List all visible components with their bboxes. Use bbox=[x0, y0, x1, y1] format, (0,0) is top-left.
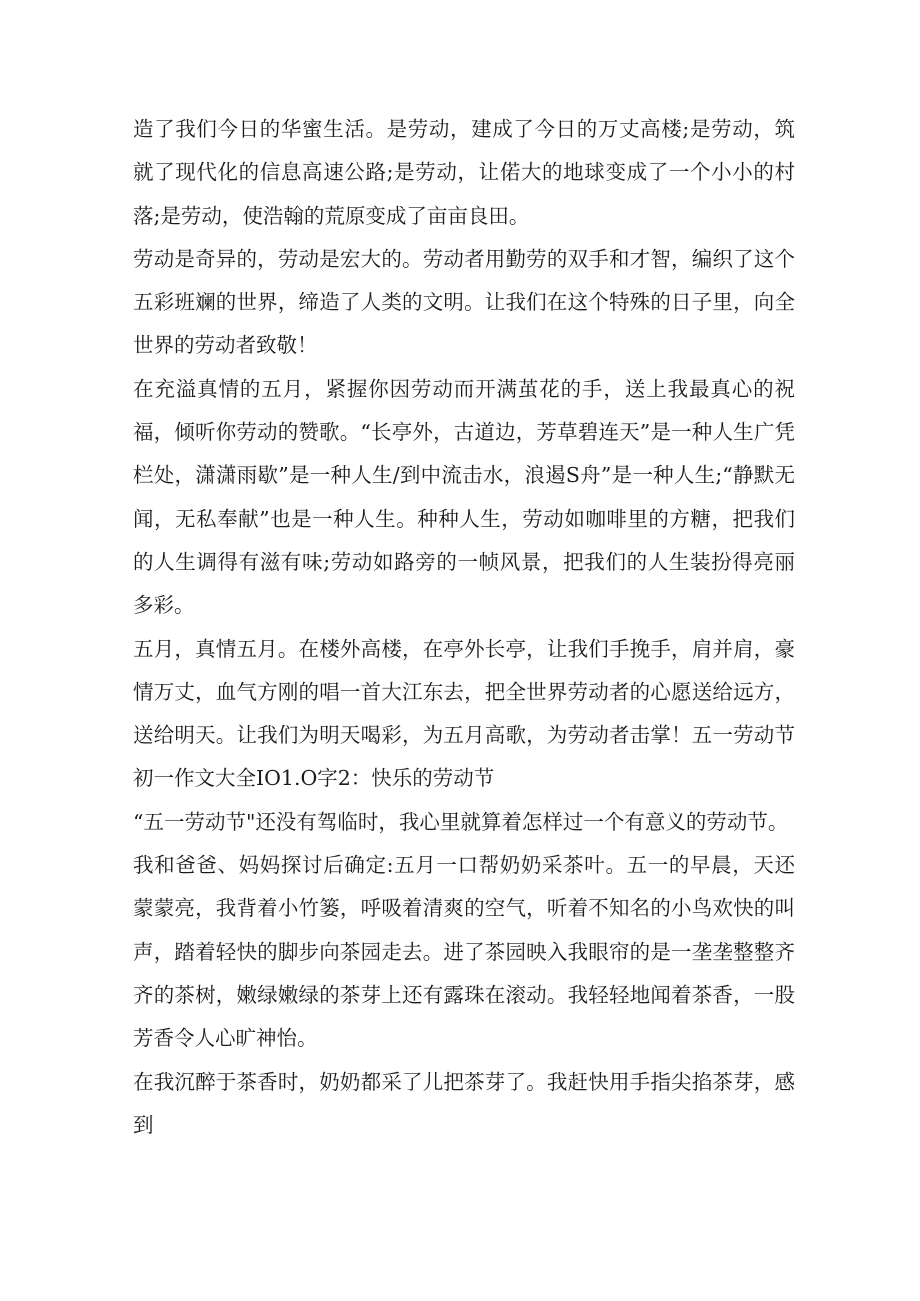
paragraph-6: 我和爸爸、妈妈探讨后确定:五月一口帮奶奶采茶叶。五一的早晨，天还蒙蒙亮，我背着小竹篓，呼吸着清爽的空气，听着不知名的小鸟欢快的叫声，踏着轻快的脚步向茶园走去。进了茶园映入我眼帘的是一垄垄整整齐齐的茶树，嫩绿嫩绿的茶芽上还有露珠在滚动。我轻轻地闻着茶香，一股芳香令人心旷神怡。 bbox=[133, 853, 795, 1051]
paragraph-5: “五一劳动节"还没有驾临时，我心里就算着怎样过一个有意义的劳动节。 bbox=[133, 809, 789, 834]
document-body bbox=[133, 108, 795, 1147]
paragraph-2: 劳动是奇异的，劳动是宏大的。劳动者用勤劳的双手和才智，编织了这个五彩班斓的世界，缔造了人类的文明。让我们在这个特殊的日子里，向全世界的劳动者致敬！ bbox=[133, 246, 795, 358]
paragraph-1: 造了我们今日的华蜜生活。是劳动，建成了今日的万丈高楼;是劳动，筑就了现代化的信息高速公路;是劳动，让偌大的地球变成了一个小小的村落;是劳动，使浩翰的荒原变成了亩亩良田。 bbox=[133, 117, 795, 228]
paragraph-4: 五月，真情五月。在楼外高楼，在亭外长亭，让我们手挽手，肩并肩，豪情万丈，血气方刚的唱一首大江东去，把全世界劳动者的心愿送给远方，送给明天。让我们为明天喝彩，为五月高歌，为劳动者击掌！五一劳动节初一作文大全IO1.O字2：快乐的劳动节 bbox=[133, 636, 795, 791]
paragraph-3: 在充溢真情的五月，紧握你因劳动而开满茧花的手，送上我最真心的祝福，倾听你劳动的赞歌。“长亭外，古道边，芳草碧连天”是一种人生广凭栏处，潇潇雨歇”是一种人生/到中流击水，浪遏S舟”是一种人生;“静默无闻，无私奉献”也是一种人生。种种人生，劳动如咖啡里的方糖，把我们的人生调得有滋有味;劳动如路旁的一帧风景，把我们的人生装扮得亮丽多彩。 bbox=[133, 376, 795, 618]
paragraph-7: 在我沉醉于茶香时，奶奶都采了儿把茶芽了。我赶快用手指尖掐茶芽，感到 bbox=[133, 1069, 795, 1137]
